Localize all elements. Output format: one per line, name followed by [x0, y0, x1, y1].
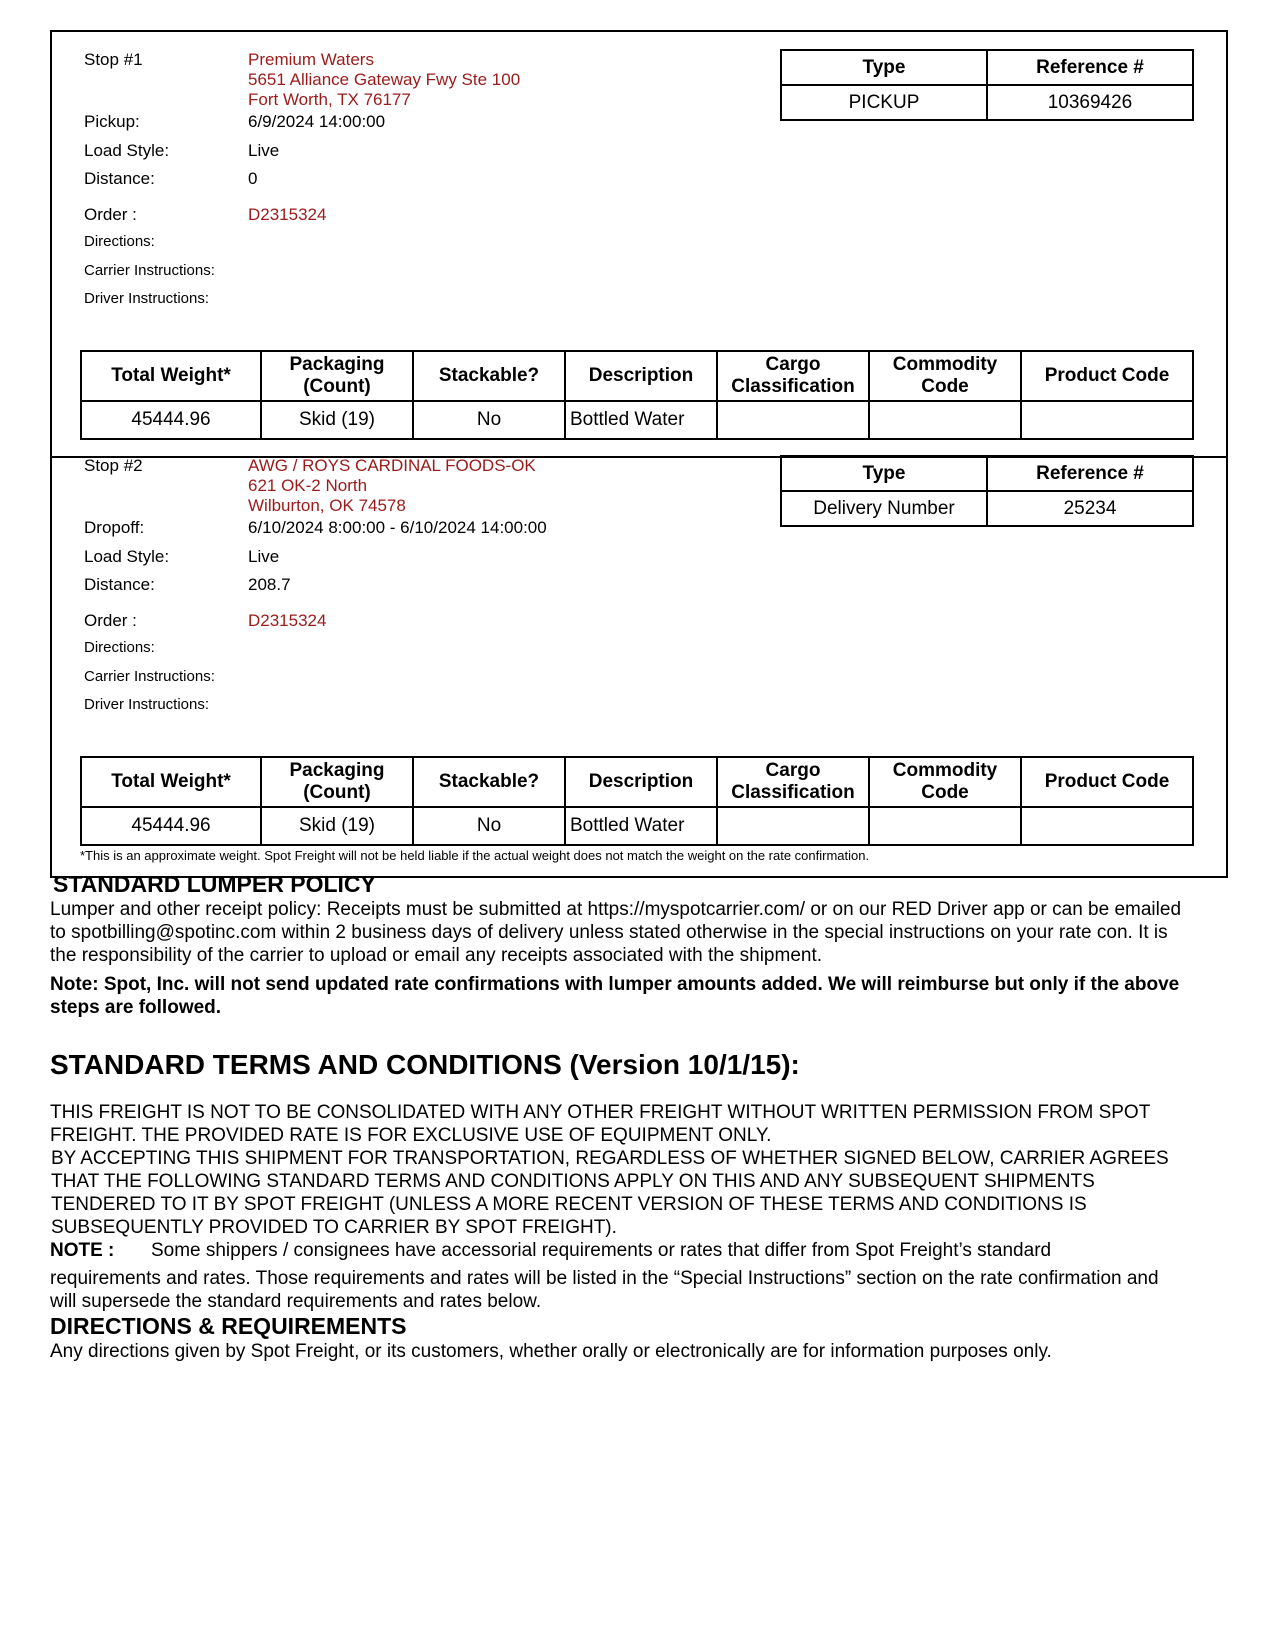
ref-number-header: Reference #: [987, 50, 1193, 85]
col-packaging: Packaging (Count): [261, 351, 413, 401]
order-value: D2315324: [248, 205, 327, 224]
ref-type-header: Type: [781, 456, 987, 491]
cell-product-code: [1021, 401, 1193, 439]
stop-address-line1: 5651 Alliance Gateway Fwy Ste 100: [248, 70, 521, 89]
cell-total-weight: 45444.96: [81, 401, 261, 439]
reference-table: [780, 455, 1194, 527]
directions-body: Any directions given by Spot Freight, or its customers, whether orally or electronically are for information purposes only.: [50, 1341, 1052, 1362]
time-label: Dropoff:: [84, 518, 145, 537]
col-cargo-classification: Cargo Classification: [717, 351, 869, 401]
driver-instructions-label: Driver Instructions:: [84, 290, 210, 307]
ref-type-header: Type: [781, 50, 987, 85]
stops-box: [50, 30, 1228, 878]
stop-address-line2: Fort Worth, TX 76177: [248, 90, 411, 109]
col-description: Description: [565, 351, 717, 401]
ref-number-header: Reference #: [987, 456, 1193, 491]
terms-paragraph-2: BY ACCEPTING THIS SHIPMENT FOR TRANSPORTATION, REGARDLESS OF WHETHER SIGNED BELOW, CARRIER AGREES THAT THE FOLLOWING STANDARD TERMS AND CONDITIONS APPLY ON THIS AND ANY SUBSEQUENT SHIPMENTS TENDERED TO IT BY SPOT FREIGHT (UNLESS A MORE RECENT VERSION OF THESE TERMS AND CONDITIONS IS SUBSEQUENTLY PROVIDED TO CARRIER BY SPOT FREIGHT).: [51, 1148, 1169, 1238]
cell-stackable: No: [413, 401, 565, 439]
ref-type-value: PICKUP: [781, 85, 987, 120]
terms-note: [50, 1239, 1190, 1262]
table-row: [81, 807, 1193, 845]
terms-paragraph-1: THIS FREIGHT IS NOT TO BE CONSOLIDATED WITH ANY OTHER FREIGHT WITHOUT WRITTEN PERMISSION FROM SPOT FREIGHT. THE PROVIDED RATE IS FOR EXCLUSIVE USE OF EQUIPMENT ONLY.: [50, 1102, 1150, 1146]
reference-table: [780, 49, 1194, 121]
col-cargo-classification: Cargo Classification: [717, 757, 869, 807]
ref-number-value: 25234: [987, 491, 1193, 526]
directions-label: Directions:: [84, 233, 155, 250]
cell-stackable: No: [413, 807, 565, 845]
distance-value: 0: [248, 169, 258, 188]
terms-note-label: NOTE :: [50, 1240, 115, 1261]
stop-2-section: [52, 456, 1226, 878]
table-row: [81, 401, 1193, 439]
stop-name: AWG / ROYS CARDINAL FOODS-OK: [248, 456, 536, 475]
order-label: Order :: [84, 611, 137, 630]
cell-commodity-code: [869, 807, 1021, 845]
time-value: 6/10/2024 8:00:00 - 6/10/2024 14:00:00: [248, 518, 547, 537]
driver-instructions-label: Driver Instructions:: [84, 696, 210, 713]
stop-label: Stop #1: [84, 50, 143, 69]
col-packaging: Packaging (Count): [261, 757, 413, 807]
time-value: 6/9/2024 14:00:00: [248, 112, 386, 131]
col-stackable: Stackable?: [413, 351, 565, 401]
distance-label: Distance:: [84, 169, 155, 188]
ref-number-value: 10369426: [987, 85, 1193, 120]
col-commodity-code: Commodity Code: [869, 351, 1021, 401]
distance-value: 208.7: [248, 575, 291, 594]
cell-product-code: [1021, 807, 1193, 845]
cell-cargo-classification: [717, 401, 869, 439]
lumper-policy-note: Note: Spot, Inc. will not send updated rate confirmations with lumper amounts added. We will reimburse but only if the above steps are followed.: [50, 974, 1180, 1018]
items-table: [80, 756, 1194, 846]
col-commodity-code: Commodity Code: [869, 757, 1021, 807]
items-table: [80, 350, 1194, 440]
directions-label: Directions:: [84, 639, 155, 656]
distance-label: Distance:: [84, 575, 155, 594]
load-style-label: Load Style:: [84, 141, 170, 160]
stop-address-line2: Wilburton, OK 74578: [248, 496, 406, 515]
carrier-instructions-label: Carrier Instructions:: [84, 668, 215, 685]
stop-label: Stop #2: [84, 456, 143, 475]
cell-total-weight: 45444.96: [81, 807, 261, 845]
cell-description: Bottled Water: [565, 401, 717, 439]
cell-cargo-classification: [717, 807, 869, 845]
terms-note-continued: requirements and rates. Those requirements and rates will be listed in the “Special Instructions” section on the rate confirmation and will supersede the standard requirements and rates below.: [50, 1268, 1159, 1312]
stop-1-section: [52, 32, 1226, 456]
load-style-label: Load Style:: [84, 547, 170, 566]
col-total-weight: Total Weight*: [81, 757, 261, 807]
lumper-policy-heading: STANDARD LUMPER POLICY: [53, 871, 376, 897]
terms-note-line1: Some shippers / consignees have accessorial requirements or rates that differ from Spot Freight’s standard: [150, 1240, 1052, 1261]
stop-address-line1: 621 OK-2 North: [248, 476, 368, 495]
cell-packaging: Skid (19): [261, 401, 413, 439]
order-value: D2315324: [248, 611, 327, 630]
terms-heading: STANDARD TERMS AND CONDITIONS (Version 10/1/15):: [50, 1049, 800, 1080]
carrier-instructions-label: Carrier Instructions:: [84, 262, 215, 279]
cell-description: Bottled Water: [565, 807, 717, 845]
cell-commodity-code: [869, 401, 1021, 439]
order-label: Order :: [84, 205, 137, 224]
load-style-value: Live: [248, 141, 280, 160]
col-description: Description: [565, 757, 717, 807]
weight-footnote: *This is an approximate weight. Spot Freight will not be held liable if the actual weight does not match the weight on the rate confirmation.: [80, 848, 870, 863]
col-stackable: Stackable?: [413, 757, 565, 807]
col-total-weight: Total Weight*: [81, 351, 261, 401]
time-label: Pickup:: [84, 112, 140, 131]
ref-type-value: Delivery Number: [781, 491, 987, 526]
load-style-value: Live: [248, 547, 280, 566]
col-product-code: Product Code: [1021, 757, 1193, 807]
col-product-code: Product Code: [1021, 351, 1193, 401]
lumper-policy-body: Lumper and other receipt policy: Receipts must be submitted at https://myspotcarrier.com/ or on our RED Driver app or can be emailed to spotbilling@spotinc.com within 2 business days of delivery unless stated otherwise in the special instructions on your rate con. It is the responsibility of the carrier to upload or email any receipts associated with the shipment.: [50, 899, 1182, 966]
directions-heading: DIRECTIONS & REQUIREMENTS: [50, 1313, 407, 1339]
stop-name: Premium Waters: [248, 50, 374, 69]
cell-packaging: Skid (19): [261, 807, 413, 845]
